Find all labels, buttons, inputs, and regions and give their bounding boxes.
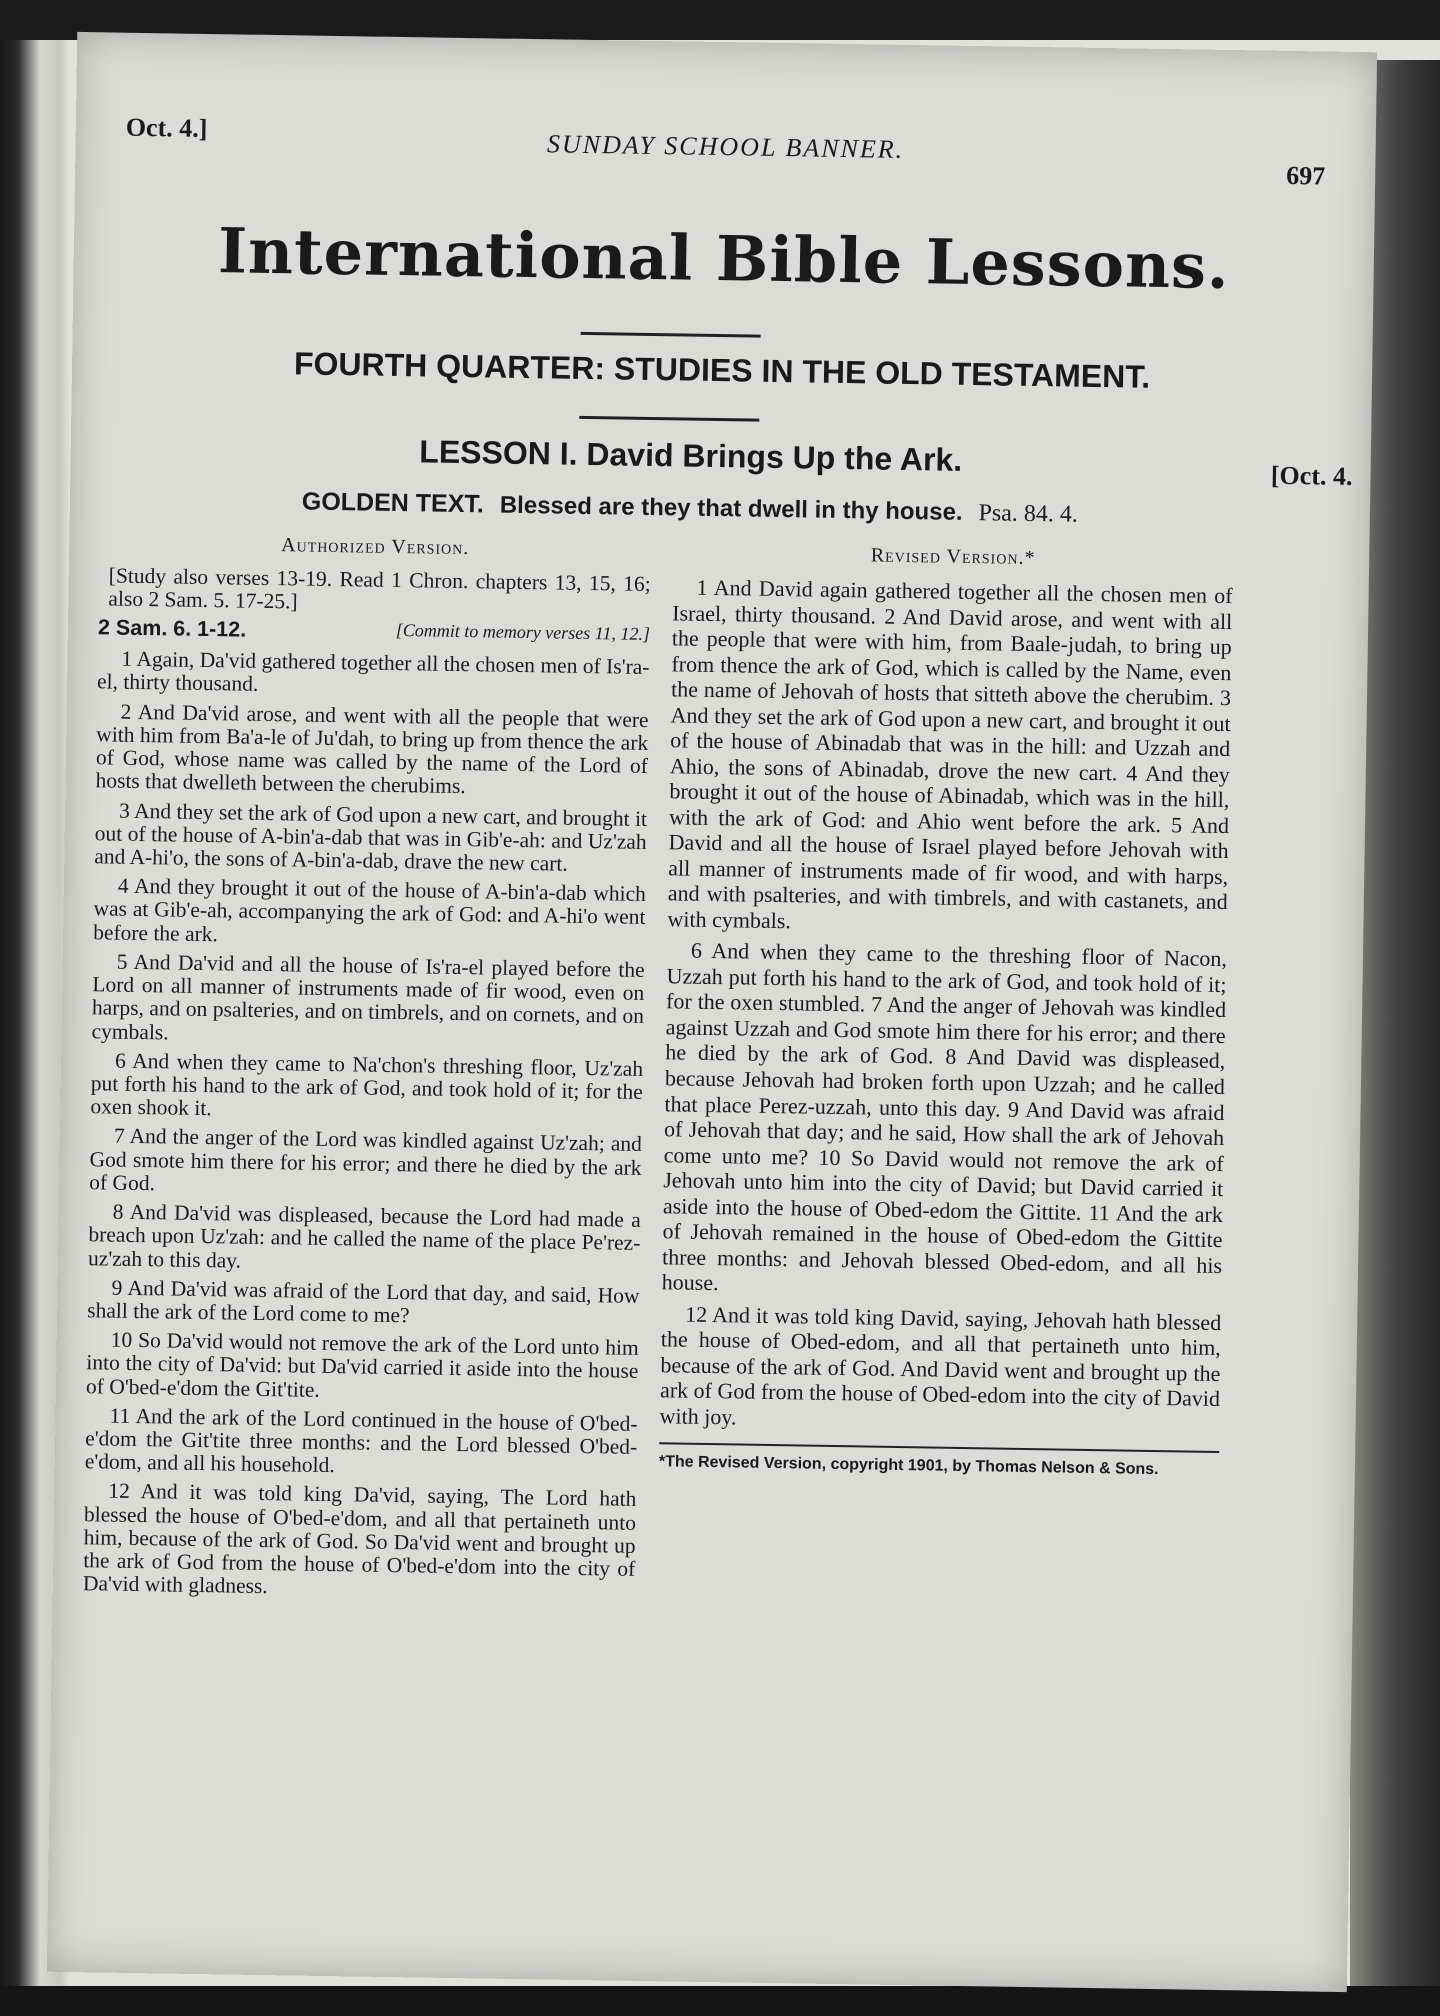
running-head-date: Oct. 4.] <box>125 112 208 143</box>
copyright-footnote: *The Revised Version, copyright 1901, by Thomas Nelson & Sons. <box>659 1442 1219 1480</box>
verse: 6 And when they came to Na'chon's threshing floor, Uz'zah put forth his hand to the ark of God, and took hold of it; for the oxen shook it. <box>90 1048 644 1121</box>
book-page <box>47 32 1377 1992</box>
lesson-heading: LESSON I. David Brings Up the Ark. <box>419 433 963 478</box>
revised-version-heading: Revised Version.* <box>870 544 1036 570</box>
verse-paragraph: 6 And when they came to the threshing floor of Nacon, Uzzah put forth his hand to the ark of God, and took hold of it; for the oxen stumbled. 7 And the anger of Jehovah was kindled against Uzzah and God smote him there for his error; and there he died by the ark of God. 8 And David was displeased, because Jehovah had broken forth upon Uzzah; and he called that place Perez-uzzah, unto this day. 9 And David was afraid of Jehovah that day; and he said, How shall the ark of Jehovah come unto me? 10 So David would not remove the ark of Jehovah unto him into the city of David; but David carried it aside into the house of Obed-edom the Gittite. 11 And the ark of Jehovah remained in the house of Obed-edom the Gittite three months: and Jehovah blessed Obed-edom, and all his house. <box>661 938 1228 1296</box>
lesson-date: [Oct. 4. <box>1270 460 1353 491</box>
golden-text-quote: Blessed are they that dwell in thy house. <box>499 491 963 526</box>
verse: 1 Again, Da'vid gathered together all the chosen men of Is'ra-el, thirty thousand. <box>96 646 650 697</box>
memory-note: [Commit to memory verses 11, 12.] <box>395 620 651 645</box>
verse-paragraph: 12 And it was told king David, saying, Jehovah hath blessed the house of Obed-edom, and all that pertaineth unto him, because of the ark of God. And David went and brought up the ark of God from the house of Obed-edom into the city of David with joy. <box>659 1301 1222 1430</box>
authorized-version-column <box>83 532 652 1610</box>
verse: 3 And they set the ark of God upon a new cart, and brought it out of the house of A-bin'a-dab that was in Gib'e-ah: and Uz'zah and A-hi'o, the sons of A-bin'a-dab, drave the new cart. <box>94 798 648 876</box>
golden-text <box>70 484 1310 532</box>
verse-paragraph: 1 And David again gathered together all the chosen men of Israel, thirty thousand. 2 And David arose, and went with all the people that were with him, from Baale-judah, to bring up from thence the ark of God, which is called by the Name, even the name of Jehovah of hosts that sitteth above the cherubim. 3 And they set the ark of God upon a new cart, and brought it out of the house of Abinadab that was in the hill: and Uzzah and Ahio, the sons of Abinadab, drove the new cart. 4 And they brought it out of the house of Abinadab, which was in the hill, with the ark of God: and Ahio went before the ark. 5 And David and all the house of Israel played before Jehovah with all manner of instruments made of fir wood, and with harps, and with psalteries, and with timbrels, and with castanets, and with cymbals. <box>667 574 1233 934</box>
page-number: 697 <box>1285 160 1326 191</box>
verse: 11 And the ark of the Lord continued in the house of O'bed-e'dom the Git'tite three months: and the Lord blessed O'bed-e'dom, and all his household. <box>84 1403 638 1478</box>
running-head <box>125 112 1326 191</box>
verse: 9 And Da'vid was afraid of the Lord that day, and said, How shall the ark of the Lord come to me? <box>87 1275 640 1328</box>
study-note: [Study also verses 13-19. Read 1 Chron. chapters 13, 15, 16; also 2 Sam. 5. 17-25.] <box>108 563 651 614</box>
verse: 10 So Da'vid would not remove the ark of the Lord unto him into the city of Da'vid: but Da'vid carried it aside into the house of O'bed-e'dom the Git'tite. <box>85 1327 639 1402</box>
scan-bottom-border <box>0 1986 1440 2016</box>
revised-version-column <box>659 541 1234 1480</box>
verse: 5 And Da'vid and all the house of Is'ra-el played before the Lord on all manner of instruments made of fir wood, even on harps, and on psalteries, and on timbrels, and on cornets, and on cymbals. <box>91 949 645 1044</box>
verse: 12 And it was told king Da'vid, saying, The Lord hath blessed the house of O'bed-e'dom, and all that pertaineth unto him, because of the ark of God. So Da'vid went and brought up the ark of God from the house of O'bed-e'dom into the city of Da'vid with gladness. <box>82 1479 637 1599</box>
scripture-reference-line <box>98 616 650 648</box>
journal-title: SUNDAY SCHOOL BANNER. <box>546 129 905 164</box>
verse: 4 And they brought it out of the house of A-bin'a-dab which was at Gib'e-ah, accompanying the ark of God: and A-hi'o went before the ark. <box>92 873 647 946</box>
authorized-version-heading: Authorized Version. <box>281 534 470 560</box>
quarter-divider <box>579 416 759 422</box>
quarter-heading: FOURTH QUARTER: STUDIES IN THE OLD TESTAMENT. <box>293 345 1151 395</box>
scripture-reference: 2 Sam. 6. 1-12. <box>97 615 247 642</box>
title-divider <box>581 332 761 338</box>
page-title: International Bible Lessons. <box>217 214 1231 304</box>
golden-text-reference: Psa. 84. 4. <box>978 500 1079 528</box>
verse: 8 And Da'vid was displeased, because the Lord had made a breach upon Uz'zah: and he called the name of the place Pe'rez-uz'zah to this day. <box>87 1199 641 1273</box>
verse: 2 And Da'vid arose, and went with all the people that were with him from Ba'a-le of Ju'dah, to bring up from thence the ark of God, whose name was called by the name of the Lord of hosts that dwelleth between the cherubims. <box>95 699 649 799</box>
golden-text-label: GOLDEN TEXT. <box>301 487 485 519</box>
verse: 7 And the anger of the Lord was kindled against Uz'zah; and God smote him there for his error; and there he died by the ark of God. <box>89 1124 643 1196</box>
